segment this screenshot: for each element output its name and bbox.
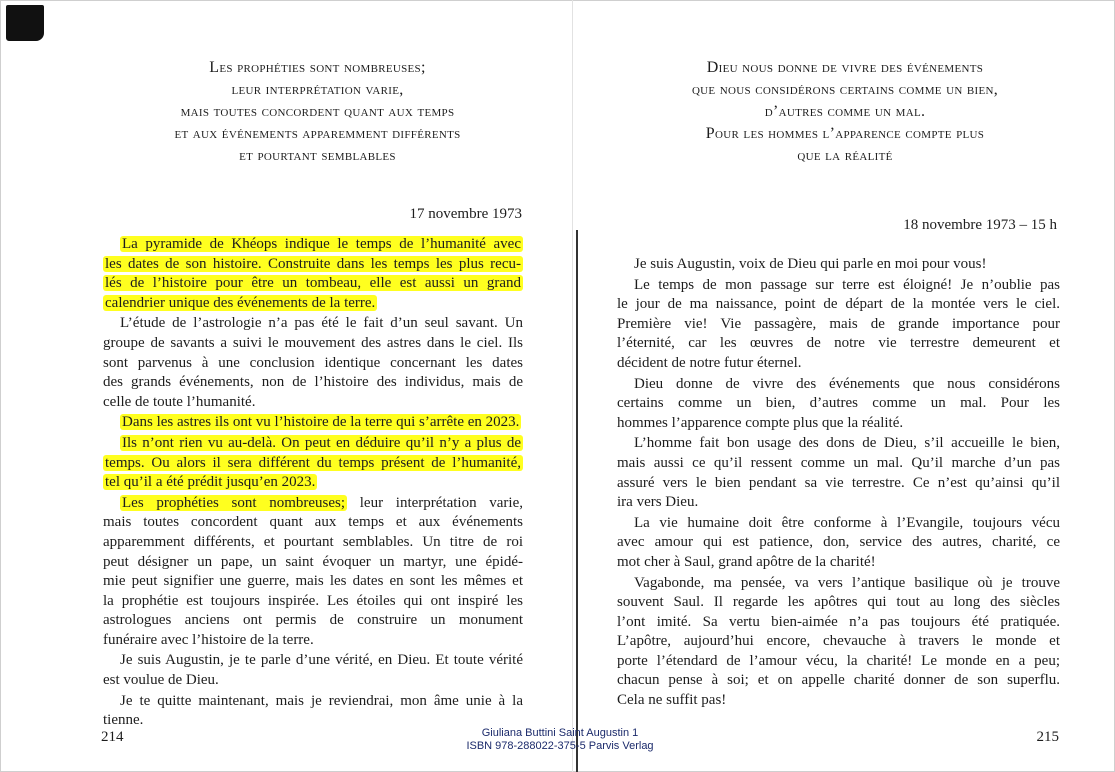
heading-line: Dieu nous donne de vivre des événements [706,59,984,76]
text-line [617,574,1060,594]
line-text: funéraire avec l’histoire de la terre. [103,631,314,648]
paragraph [103,434,523,493]
text-line [103,354,523,374]
text-line [103,454,523,474]
text-line [617,434,1060,454]
line-text: astrologues anciens ont permis de construire un monument [103,612,523,629]
text-line [103,274,523,294]
line-text: souvent Saul. Il regarde les apôtres qui tout au long des siècles [617,594,1060,611]
line-text: hommes l’apparence compte plus que la réalité. [617,414,904,431]
highlighted-text: les dates de son histoire. Construite dans les temps les plus recu- [105,255,521,272]
footer-isbn: ISBN 978-288022-375-5 Parvis Verlag [466,740,654,752]
text-line [617,414,1060,434]
footer-title: Giuliana Buttini Saint Augustin 1 [481,727,639,739]
paragraph [617,514,1060,573]
line-text: Le temps de mon passage sur terre est éloigné! Je n’oublie pas [634,276,1060,293]
line-text: L’apôtre, aujourd’hui encore, chevauche à travers le monde et [617,633,1060,650]
text-line [103,373,523,393]
text-line [103,494,523,514]
line-text: mie peut signifier une guerre, mais les dates en sont les mêmes et [103,573,523,590]
text-line [103,692,523,712]
heading-line: Pour les hommes l’apparence compte plus [705,125,985,142]
line-text: Dieu donne de vivre des événements que nous considérons [634,375,1060,392]
highlighted-text: calendrier unique des événements de la terre. [105,294,376,311]
highlighted-text: Les prophéties sont nombreuses; [122,494,346,511]
heading-line: leur interprétation varie, [231,81,404,98]
line-text: est voulue de Dieu. [103,672,219,689]
book-gutter-line [576,230,578,772]
text-line [103,651,523,671]
paragraph [617,255,1060,275]
text-line [103,413,523,433]
text-line [103,314,523,334]
highlighted-text: temps. Ou alors il sera différent du temps présent de l’humanité, [105,454,521,471]
left-entry-date: 17 novembre 1973 [409,206,522,222]
line-text: Je suis Augustin, je te parle d’une vérité, en Dieu. Et toute vérité [120,652,523,669]
scan-artifact [6,5,44,41]
left-page-number: 214 [101,729,124,745]
heading-line: que la réalité [797,147,893,164]
line-text: l’éternité, car les œuvres de notre vie terrestre demeurent et [617,335,1060,352]
line-text: celle de toute l’humanité. [103,393,256,410]
text-line [617,255,1060,275]
paragraph [617,434,1060,512]
line-text: avec amour qui est patience, don, service des autres, charité, ce [617,534,1060,551]
gutter-fold [572,0,573,772]
text-line [617,553,1060,573]
highlighted-text: Dans les astres ils ont vu l’histoire de la terre qui s’arrête en 2023. [122,414,520,431]
highlighted-text: tel qu’il a été prédit jusqu’en 2023. [105,474,316,491]
line-text: la prophétie est toujours inspirée. Les étoiles qui ont inspiré les [103,592,523,609]
text-line [617,493,1060,513]
text-line [103,294,523,314]
text-line [103,334,523,354]
right-entry-date: 18 novembre 1973 – 15 h [903,217,1057,233]
text-line [617,514,1060,534]
line-text: ira vers Dieu. [617,494,699,511]
text-line [103,592,523,612]
line-text: Cela ne suffit pas! [617,692,727,709]
text-line [103,671,523,691]
line-text: Je suis Augustin, voix de Dieu qui parle en moi pour vous! [634,256,987,272]
text-line [103,533,523,553]
paragraph [617,574,1060,711]
line-text: Première vie! Vie passagère, mais de grande importance pour [617,315,1060,332]
text-line [617,613,1060,633]
line-text: le jour de ma naissance, point de départ de la montée vers le ciel. [617,296,1060,313]
line-text: La vie humaine doit être conforme à l’Evangile, toujours vécu [634,514,1060,531]
heading-line: et aux événements apparemment différents [174,125,461,142]
line-text: peut désigner un pape, un saint évoquer un martyr, une épidé- [103,553,523,570]
paragraph [617,375,1060,434]
text-line [617,454,1060,474]
text-line [617,354,1060,374]
highlighted-text: La pyramide de Khéops indique le temps de l’humanité avec [122,236,521,252]
right-chapter-heading [625,57,1065,167]
text-line [103,611,523,631]
text-line [103,255,523,275]
paragraph [103,314,523,412]
left-chapter-heading [110,57,525,167]
left-body-text [103,235,523,732]
text-line [617,533,1060,553]
heading-line: d’autres comme un mal. [764,103,926,120]
line-text: L’homme fait bon usage des dons de Dieu, s’il accueille le bien, [634,435,1060,452]
line-text: mot cher à Saul, grand apôtre de la charité! [617,553,876,570]
right-page-number: 215 [1036,729,1059,745]
pdf-watermark-footer [440,727,680,753]
text-line [617,394,1060,414]
text-line [617,652,1060,672]
text-line [617,375,1060,395]
highlighted-text: lés de l’histoire pour être un tombeau, elle est aussi un grand [105,275,521,292]
line-text: groupe de savants a suivi le mouvement des astres dans le ciel. Ils [103,334,523,351]
text-line [103,513,523,533]
text-line [617,593,1060,613]
line-text: sont parvenus à une conclusion identique concernant les dates [103,354,523,371]
text-line [103,572,523,592]
text-line [103,434,523,454]
text-line [617,474,1060,494]
text-line [617,671,1060,691]
line-text: porte l’étendard de l’amour vécu, la charité! Le monde en a peu; [617,652,1060,669]
paragraph [103,651,523,690]
line-text: des grands événements, non de l’histoire des individus, mais de [103,374,523,391]
text-line [617,334,1060,354]
text-line [103,553,523,573]
text-line [103,473,523,493]
text-line [103,235,523,255]
line-text: leur interprétation varie, [347,494,523,511]
paragraph [617,276,1060,374]
paragraph [103,692,523,731]
text-line [617,315,1060,335]
heading-line: Les prophéties sont nombreuses; [209,59,426,76]
line-text: L’étude de l’astrologie n’a pas été le fait d’un seul savant. Un [120,315,523,332]
text-line [103,631,523,651]
paragraph [103,494,523,651]
line-text: chacun pense à soi; et on appelle charité donner de son superflu. [617,672,1060,689]
text-line [617,691,1060,711]
heading-line: mais toutes concordent quant aux temps [180,103,455,120]
line-text: assuré vers le bien pendant sa vie terrestre. Ce n’est qu’ainsi qu’il [617,474,1060,491]
heading-line: et pourtant semblables [239,147,396,164]
line-text: mais toutes concordent quant aux temps et aux événements [103,514,523,531]
line-text: certains comme un bien, d’autres comme un mal. Pour les [617,395,1060,412]
line-text: mais aussi ce qu’il ressent comme un mal. Qu’il marche d’un pas [617,454,1060,471]
text-line [103,393,523,413]
paragraph [103,235,523,313]
line-text: Vagabonde, ma pensée, va vers l’antique basilique où je trouve [634,574,1060,591]
line-text: apparemment différents, et pourtant semblables. Un titre de roi [103,533,523,550]
line-text: Je te quitte maintenant, mais je reviendrai, mon âme unie à la [120,692,523,709]
line-text: décident de notre futur éternel. [617,354,802,371]
line-text: l’ont imité. Sa vertu bien-aimée n’a pas toujours été pratiquée. [617,613,1060,630]
line-text: tienne. [103,712,144,729]
right-body-text [617,255,1060,712]
heading-line: que nous considérons certains comme un bien, [691,81,999,98]
text-line [617,276,1060,296]
text-line [617,632,1060,652]
paragraph [103,413,523,433]
highlighted-text: Ils n’ont rien vu au-delà. On peut en déduire qu’il n’y a plus de [122,434,521,451]
text-line [617,295,1060,315]
